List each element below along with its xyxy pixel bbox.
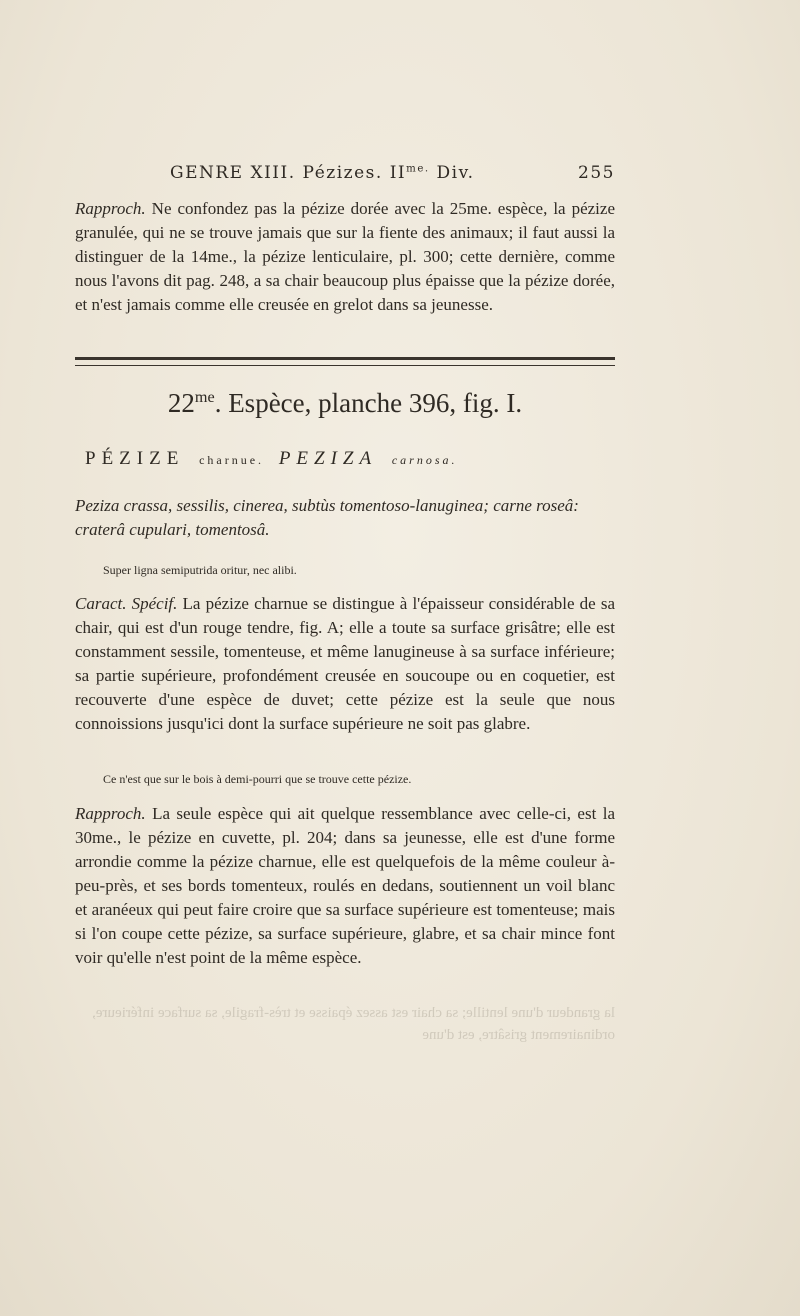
latin-diagnosis: Peziza crassa, sessilis, cinerea, subtùs tomentoso-lanuginea; carne roseâ: craterâ cupulari, tomentosâ. bbox=[75, 496, 579, 539]
caract-label: Caract. Spécif. bbox=[75, 594, 178, 613]
running-header bbox=[75, 163, 615, 191]
rapproch2-text: La seule espèce qui ait quelque ressemblance avec celle-ci, est la 30me., le pézize en cuvette, pl. 204; dans sa jeunesse, elle est d'une forme arrondie comme la pézize charnue, elle est quelquefois de la même couleur à-peu-près, et ses bords tomenteux, roulés en dedans, soutiennent un voil blanc et aranéeux qui peut faire croire que sa surface supérieure est tomenteuse; mais si l'on coupe cette pézize, sa surface supérieure, glabre, et sa chair mince font voir qu'elle n'est point de la même espèce. bbox=[75, 804, 615, 967]
genus-latin: PEZIZA bbox=[278, 448, 378, 469]
rapproch-label: Rapproch. bbox=[75, 199, 146, 218]
section-rule-thin bbox=[75, 365, 615, 366]
page-number: 255 bbox=[578, 163, 615, 183]
section-rule-thick bbox=[75, 357, 615, 360]
caract-text: La pézize charnue se distingue à l'épaisseur considérable de sa chair, qui est d'un rouge tendre, fig. A; elle a toute sa surface grisâtre; elle est constamment sessile, tomenteuse, et même lanugineuse à sa surface inférieure; sa partie supérieure, profondément creusée en soucoupe ou en coquetier, est recouverte d'une espèce de duvet; cette pézize est la seule que nous connoissions jusqu'ici dont la surface supérieure ne soit pas glabre. bbox=[75, 594, 615, 733]
running-title: GENRE XIII. Pézizes. $II^{me.}$ Div. bbox=[170, 163, 475, 183]
species-name bbox=[85, 448, 625, 470]
habitat-note-french: Ce n'est que sur le bois à demi-pourri que se trouve cette pézize. bbox=[103, 772, 412, 786]
bleed-through-text: la grandeur d'une lentille; sa chair est assez épaisse et très-fragile, sa surface inférieure, ordinairement grisâtre, est d'une bbox=[92, 1005, 615, 1043]
habitat-note-latin: Super ligna semiputrida oritur, nec alibi. bbox=[103, 563, 297, 577]
rapproch-paragraph-2 bbox=[75, 802, 615, 970]
epithet-latin: carnosa. bbox=[391, 453, 458, 467]
epithet-french: charnue. bbox=[199, 453, 265, 467]
species-title: $22^{me}$. Espèce, planche 396, fig. I. bbox=[167, 388, 523, 418]
caracteres-paragraph bbox=[75, 592, 615, 736]
rapproch2-label: Rapproch. bbox=[75, 804, 146, 823]
rapproch-text: Ne confondez pas la pézize dorée avec la 25me. espèce, la pézize granulée, qui ne se trouve jamais que sur la fiente des animaux; il faut aussi la distinguer de la 14me., la pézize lenticulaire, pl. 300; cette dernière, comme nous l'avons dit pag. 248, a sa chair beaucoup plus épaisse que la pézize dorée, et n'est jamais comme elle creusée en grelot dans sa jeunesse. bbox=[75, 199, 615, 314]
rapproch-paragraph-1 bbox=[75, 197, 615, 317]
genus-french: PÉZIZE bbox=[85, 448, 185, 469]
